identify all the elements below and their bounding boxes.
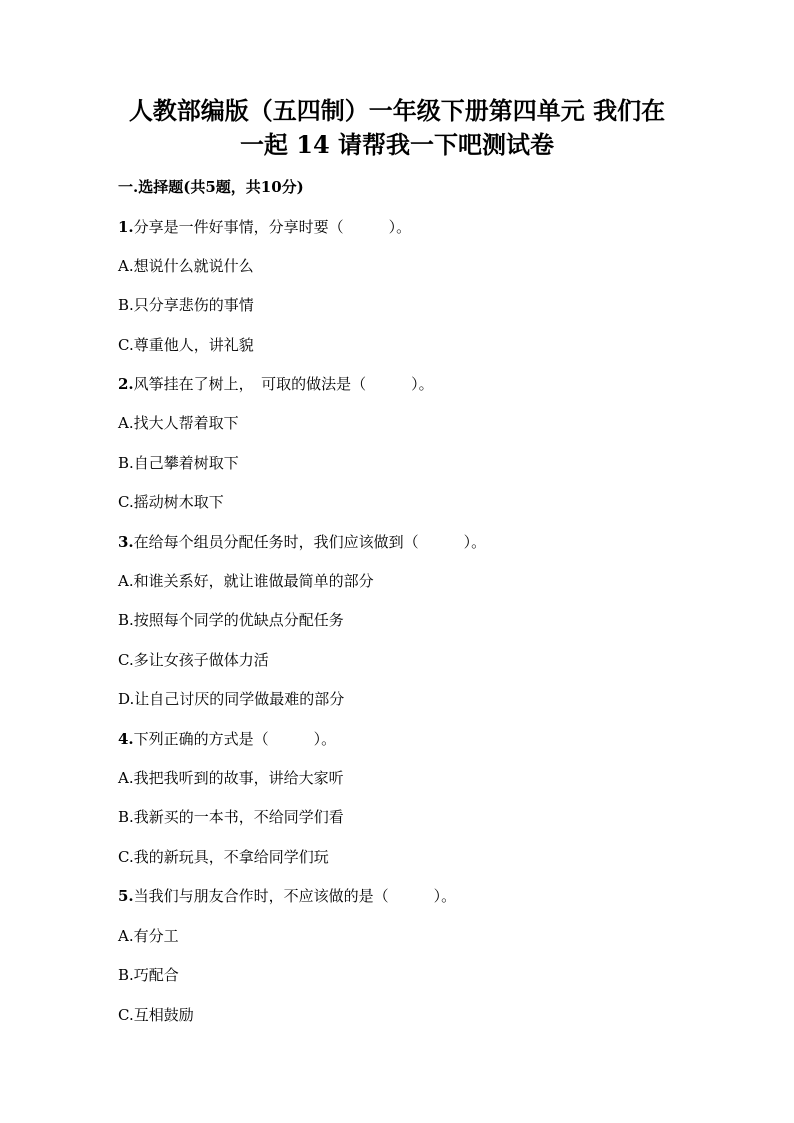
question-2-option-c: C.摇动树木取下 [118,493,224,511]
question-5-option-a: A.有分工 [118,927,179,945]
section-heading: 一.选择题(共5题，共10分) [118,178,304,196]
question-5 [118,886,456,906]
question-4 [118,729,336,749]
question-stem: 分享是一件好事情，分享时要（ ）。 [133,218,412,236]
question-1-option-a: A.想说什么就说什么 [118,257,254,275]
page-title-line-1: 人教部编版（五四制）一年级下册第四单元 我们在 [128,96,666,125]
question-1-option-c: C.尊重他人，讲礼貌 [118,336,254,354]
question-1-option-b: B.只分享悲伤的事情 [118,296,254,314]
question-number: 3. [118,533,134,551]
question-3-option-c: C.多让女孩子做体力活 [118,651,269,669]
question-3-option-d: D.让自己讨厌的同学做最难的部分 [118,690,345,708]
question-3 [118,532,486,552]
question-number: 4. [118,730,134,748]
question-4-option-c: C.我的新玩具，不拿给同学们玩 [118,848,329,866]
question-stem: 风筝挂在了树上， 可取的做法是（ ）。 [133,375,434,393]
question-5-option-c: C.互相鼓励 [118,1006,194,1024]
question-4-option-b: B.我新买的一本书，不给同学们看 [118,808,344,826]
question-5-option-b: B.巧配合 [118,966,179,984]
question-number: 2. [118,375,134,393]
question-2 [118,374,434,394]
question-2-option-a: A.找大人帮着取下 [118,414,239,432]
question-3-option-a: A.和谁关系好，就让谁做最简单的部分 [118,572,374,590]
question-stem: 在给每个组员分配任务时，我们应该做到（ ）。 [133,533,487,551]
question-stem: 当我们与朋友合作时，不应该做的是（ ）。 [133,887,457,905]
question-2-option-b: B.自己攀着树取下 [118,454,239,472]
question-number: 5. [118,887,134,905]
question-4-option-a: A.我把我听到的故事，讲给大家听 [118,769,344,787]
question-stem: 下列正确的方式是（ ）。 [133,730,337,748]
question-number: 1. [118,218,134,236]
question-1 [118,217,411,237]
page-title-line-2: 一起 14 请帮我一下吧测试卷 [239,130,555,159]
question-3-option-b: B.按照每个同学的优缺点分配任务 [118,611,344,629]
